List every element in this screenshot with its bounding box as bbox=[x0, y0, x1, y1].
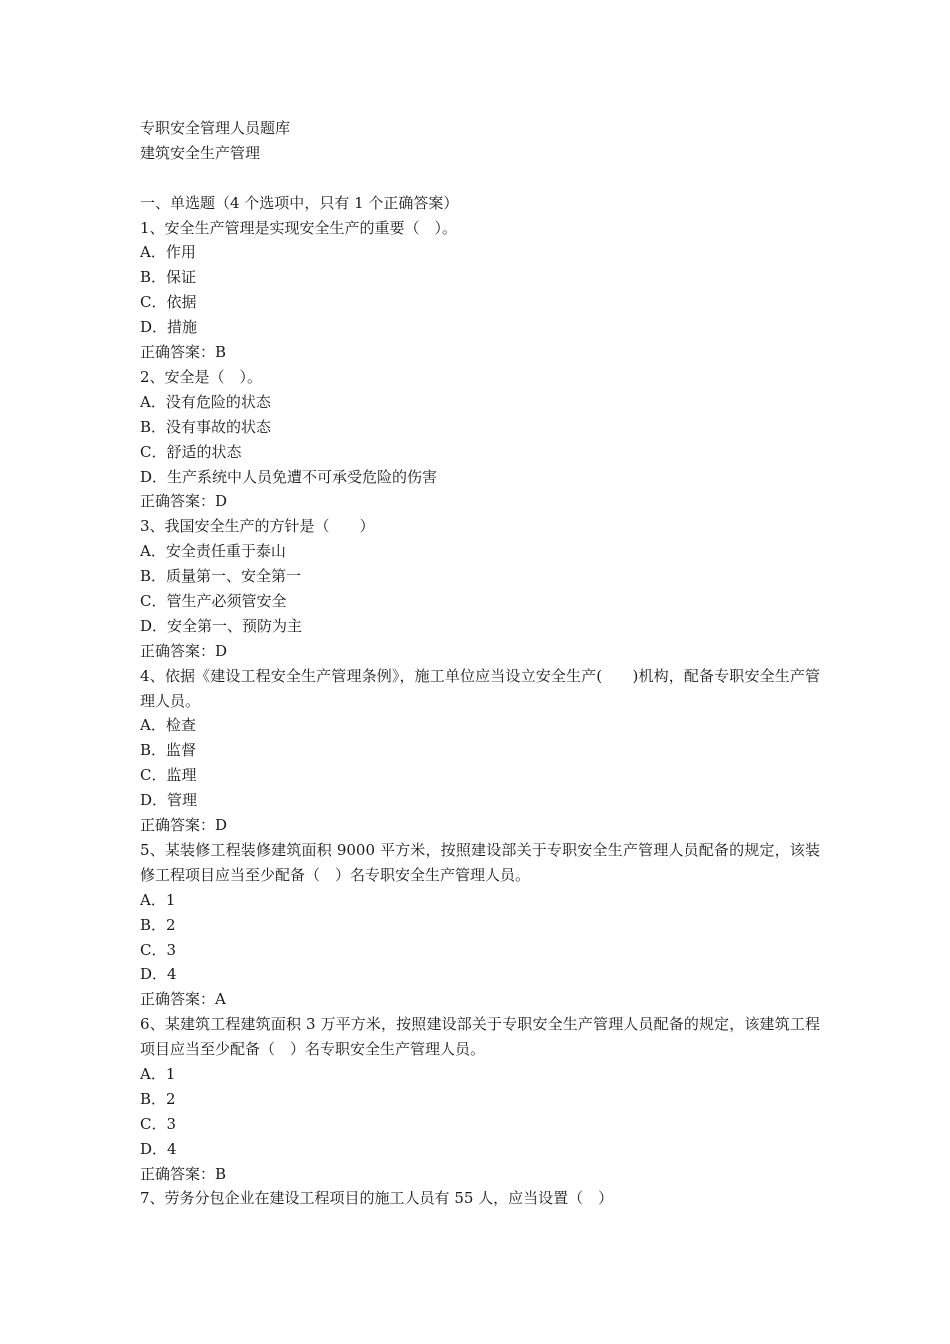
question-block bbox=[140, 664, 820, 838]
answer-option: A．安全责任重于泰山 bbox=[140, 542, 286, 561]
correct-answer-label: 正确答案： bbox=[140, 641, 216, 660]
correct-answer bbox=[140, 639, 820, 664]
correct-answer-label: 正确答案： bbox=[140, 990, 216, 1009]
question-list bbox=[140, 216, 820, 1187]
question-block bbox=[140, 1012, 820, 1186]
answer-option: D．安全第一、预防为主 bbox=[140, 616, 303, 635]
correct-answer bbox=[140, 987, 820, 1012]
answer-option: D．生产系统中人员免遭不可承受危险的伤害 bbox=[140, 467, 438, 486]
document-page bbox=[140, 116, 820, 1211]
blank-line bbox=[140, 166, 820, 191]
correct-answer bbox=[140, 813, 820, 838]
answer-option: B．质量第一、安全第一 bbox=[140, 567, 302, 586]
question-stem: 1、安全生产管理是实现安全生产的重要（ ）。 bbox=[140, 218, 458, 237]
answer-option: C．舒适的状态 bbox=[140, 442, 242, 461]
answer-option: B．没有事故的状态 bbox=[140, 417, 272, 436]
question-stem: 3、我国安全生产的方针是（ ） bbox=[140, 517, 375, 536]
answer-option: A．没有危险的状态 bbox=[140, 392, 271, 411]
answer-option: C．管生产必须管安全 bbox=[140, 591, 287, 610]
answer-option: C．3 bbox=[140, 1114, 177, 1133]
answer-option: A．检查 bbox=[140, 716, 196, 735]
answer-option: D．措施 bbox=[140, 318, 198, 337]
answer-option: B．2 bbox=[140, 1089, 176, 1108]
answer-option: D．4 bbox=[140, 965, 177, 984]
answer-option: A．1 bbox=[140, 890, 176, 909]
question-stem: 5、某装修工程装修建筑面积 9000 平方米，按照建设部关于专职安全生产管理人员配备的规定，该装修工程项目应当至少配备（ ）名专职安全生产管理人员。 bbox=[140, 840, 820, 884]
correct-answer bbox=[140, 489, 820, 514]
correct-answer bbox=[140, 340, 820, 365]
correct-answer-value: D bbox=[215, 641, 228, 660]
answer-option: C．监理 bbox=[140, 766, 197, 785]
correct-answer-value: D bbox=[215, 816, 228, 835]
answer-option: D．管理 bbox=[140, 791, 198, 810]
answer-option: D．4 bbox=[140, 1139, 177, 1158]
answer-option: A．作用 bbox=[140, 243, 196, 262]
doc-title: 专职安全管理人员题库 bbox=[140, 119, 291, 137]
answer-option: A．1 bbox=[140, 1064, 176, 1083]
answer-option: C．3 bbox=[140, 940, 177, 959]
question-block bbox=[140, 514, 820, 663]
correct-answer-label: 正确答案： bbox=[140, 343, 216, 362]
question-stem: 2、安全是（ ）。 bbox=[140, 367, 263, 386]
question-stem: 7、劳务分包企业在建设工程项目的施工人员有 55 人，应当设置（ ） bbox=[140, 1189, 614, 1208]
question-stem: 6、某建筑工程建筑面积 3 万平方米，按照建设部关于专职安全生产管理人员配备的规定，该建筑工程项目应当至少配备（ ）名专职安全生产管理人员。 bbox=[140, 1015, 820, 1059]
question-block bbox=[140, 216, 820, 365]
correct-answer-value: B bbox=[215, 1164, 227, 1183]
doc-subtitle: 建筑安全生产管理 bbox=[140, 143, 261, 162]
question-block bbox=[140, 838, 820, 1012]
correct-answer-label: 正确答案： bbox=[140, 816, 216, 835]
answer-option: B．保证 bbox=[140, 268, 197, 287]
correct-answer-value: D bbox=[215, 492, 228, 511]
answer-option: B．2 bbox=[140, 915, 176, 934]
correct-answer-label: 正确答案： bbox=[140, 1164, 216, 1183]
correct-answer-label: 正确答案： bbox=[140, 492, 216, 511]
answer-option: B．监督 bbox=[140, 741, 197, 760]
section-heading: 一、单选题（4 个选项中，只有 1 个正确答案） bbox=[140, 193, 459, 212]
correct-answer-value: A bbox=[215, 990, 226, 1009]
correct-answer-value: B bbox=[215, 343, 227, 362]
question-block bbox=[140, 365, 820, 514]
answer-option: C．依据 bbox=[140, 293, 197, 312]
question-stem: 4、依据《建设工程安全生产管理条例》，施工单位应当设立安全生产( )机构，配备专职安全生产管理人员。 bbox=[140, 666, 820, 710]
correct-answer bbox=[140, 1162, 820, 1187]
